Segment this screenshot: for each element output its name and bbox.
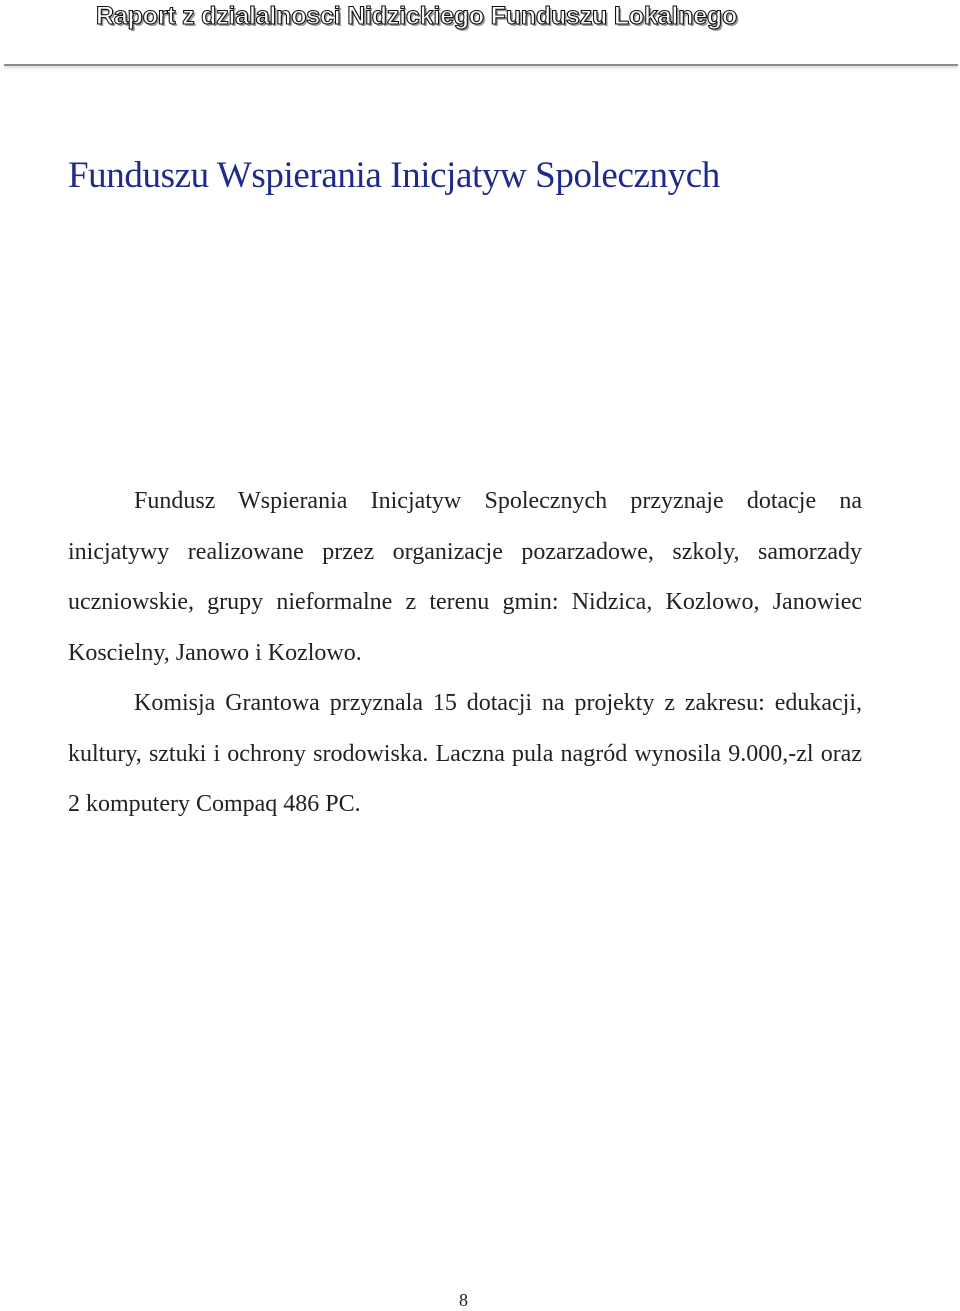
section-title: Funduszu Wspierania Inicjatyw Spolecznych [68, 155, 720, 196]
running-header: Raport z dzialalnosci Nidzickiego Funduszu Lokalnego [96, 2, 738, 30]
paragraph-grant-results: Komisja Grantowa przyznala 15 dotacji na projekty z zakresu: edukacji, kultury, sztuki i ochrony srodowiska. Laczna pula nagród wynosila 9.000,-zl oraz 2 komputery Compaq 486 PC. [68, 690, 862, 817]
header-rule [4, 64, 958, 66]
body-text [68, 476, 862, 830]
page-number: 8 [459, 1290, 468, 1310]
paragraph-grant-description: Fundusz Wspierania Inicjatyw Spolecznych przyznaje dotacje na inicjatywy realizowane przez organizacje pozarzadowe, szkoly, samorzady uczniowskie, grupy nieformalne z terenu gmin: Nidzica, Kozlowo, Janowiec Koscielny, Janowo i Kozlowo. [68, 488, 862, 666]
